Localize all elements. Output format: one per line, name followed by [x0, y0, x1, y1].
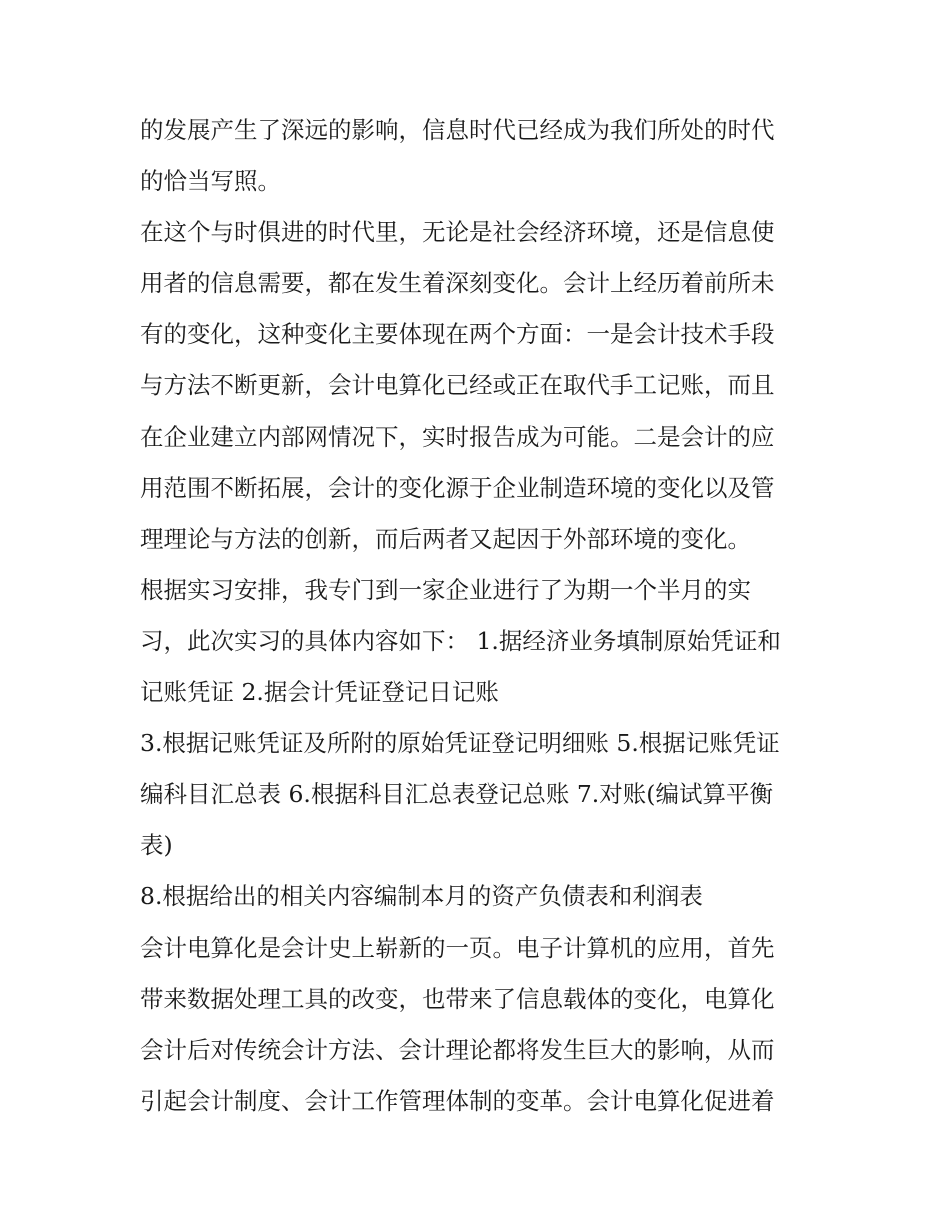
text-line: 8.根据给出的相关内容编制本月的资产负债表和利润表 — [140, 882, 703, 911]
text-line: 理理论与方法的创新，而后两者又起因于外部环境的变化。 — [140, 524, 751, 553]
text-line: 习，此次实习的具体内容如下： 1.据经济业务填制原始凭证和 — [140, 626, 781, 655]
text-line: 的恰当写照。 — [140, 167, 281, 196]
text-line: 用范围不断拓展，会计的变化源于企业制造环境的变化以及管 — [140, 473, 775, 502]
text-line: 记账凭证 2.据会计凭证登记日记账 — [140, 678, 499, 707]
text-line: 在企业建立内部网情况下，实时报告成为可能。二是会计的应 — [140, 422, 775, 451]
text-line: 的发展产生了深远的影响，信息时代已经成为我们所处的时代 — [140, 116, 775, 144]
text-line: 有的变化，这种变化主要体现在两个方面：一是会计技术手段 — [140, 320, 775, 349]
text-line: 3.根据记账凭证及所附的原始凭证登记明细账 5.根据记账凭证 — [140, 729, 780, 758]
text-line: 会计后对传统会计方法、会计理论都将发生巨大的影响，从而 — [140, 1035, 775, 1064]
text-line: 带来数据处理工具的改变，也带来了信息载体的变化，电算化 — [140, 984, 775, 1013]
text-line: 表) — [140, 831, 173, 860]
text-line: 根据实习安排，我专门到一家企业进行了为期一个半月的实 — [140, 575, 751, 604]
body-text — [140, 105, 820, 1127]
text-line: 在这个与时俱进的时代里，无论是社会经济环境，还是信息使 — [140, 218, 775, 247]
text-line: 与方法不断更新，会计电算化已经或正在取代手工记账，而且 — [140, 371, 775, 400]
text-line: 引起会计制度、会计工作管理体制的变革。会计电算化促进着 — [140, 1086, 775, 1115]
text-line: 会计电算化是会计史上崭新的一页。电子计算机的应用，首先 — [140, 933, 775, 962]
text-line: 用者的信息需要，都在发生着深刻变化。会计上经历着前所未 — [140, 269, 775, 298]
text-line: 编科目汇总表 6.根据科目汇总表登记总账 7.对账(编试算平衡 — [140, 780, 773, 809]
